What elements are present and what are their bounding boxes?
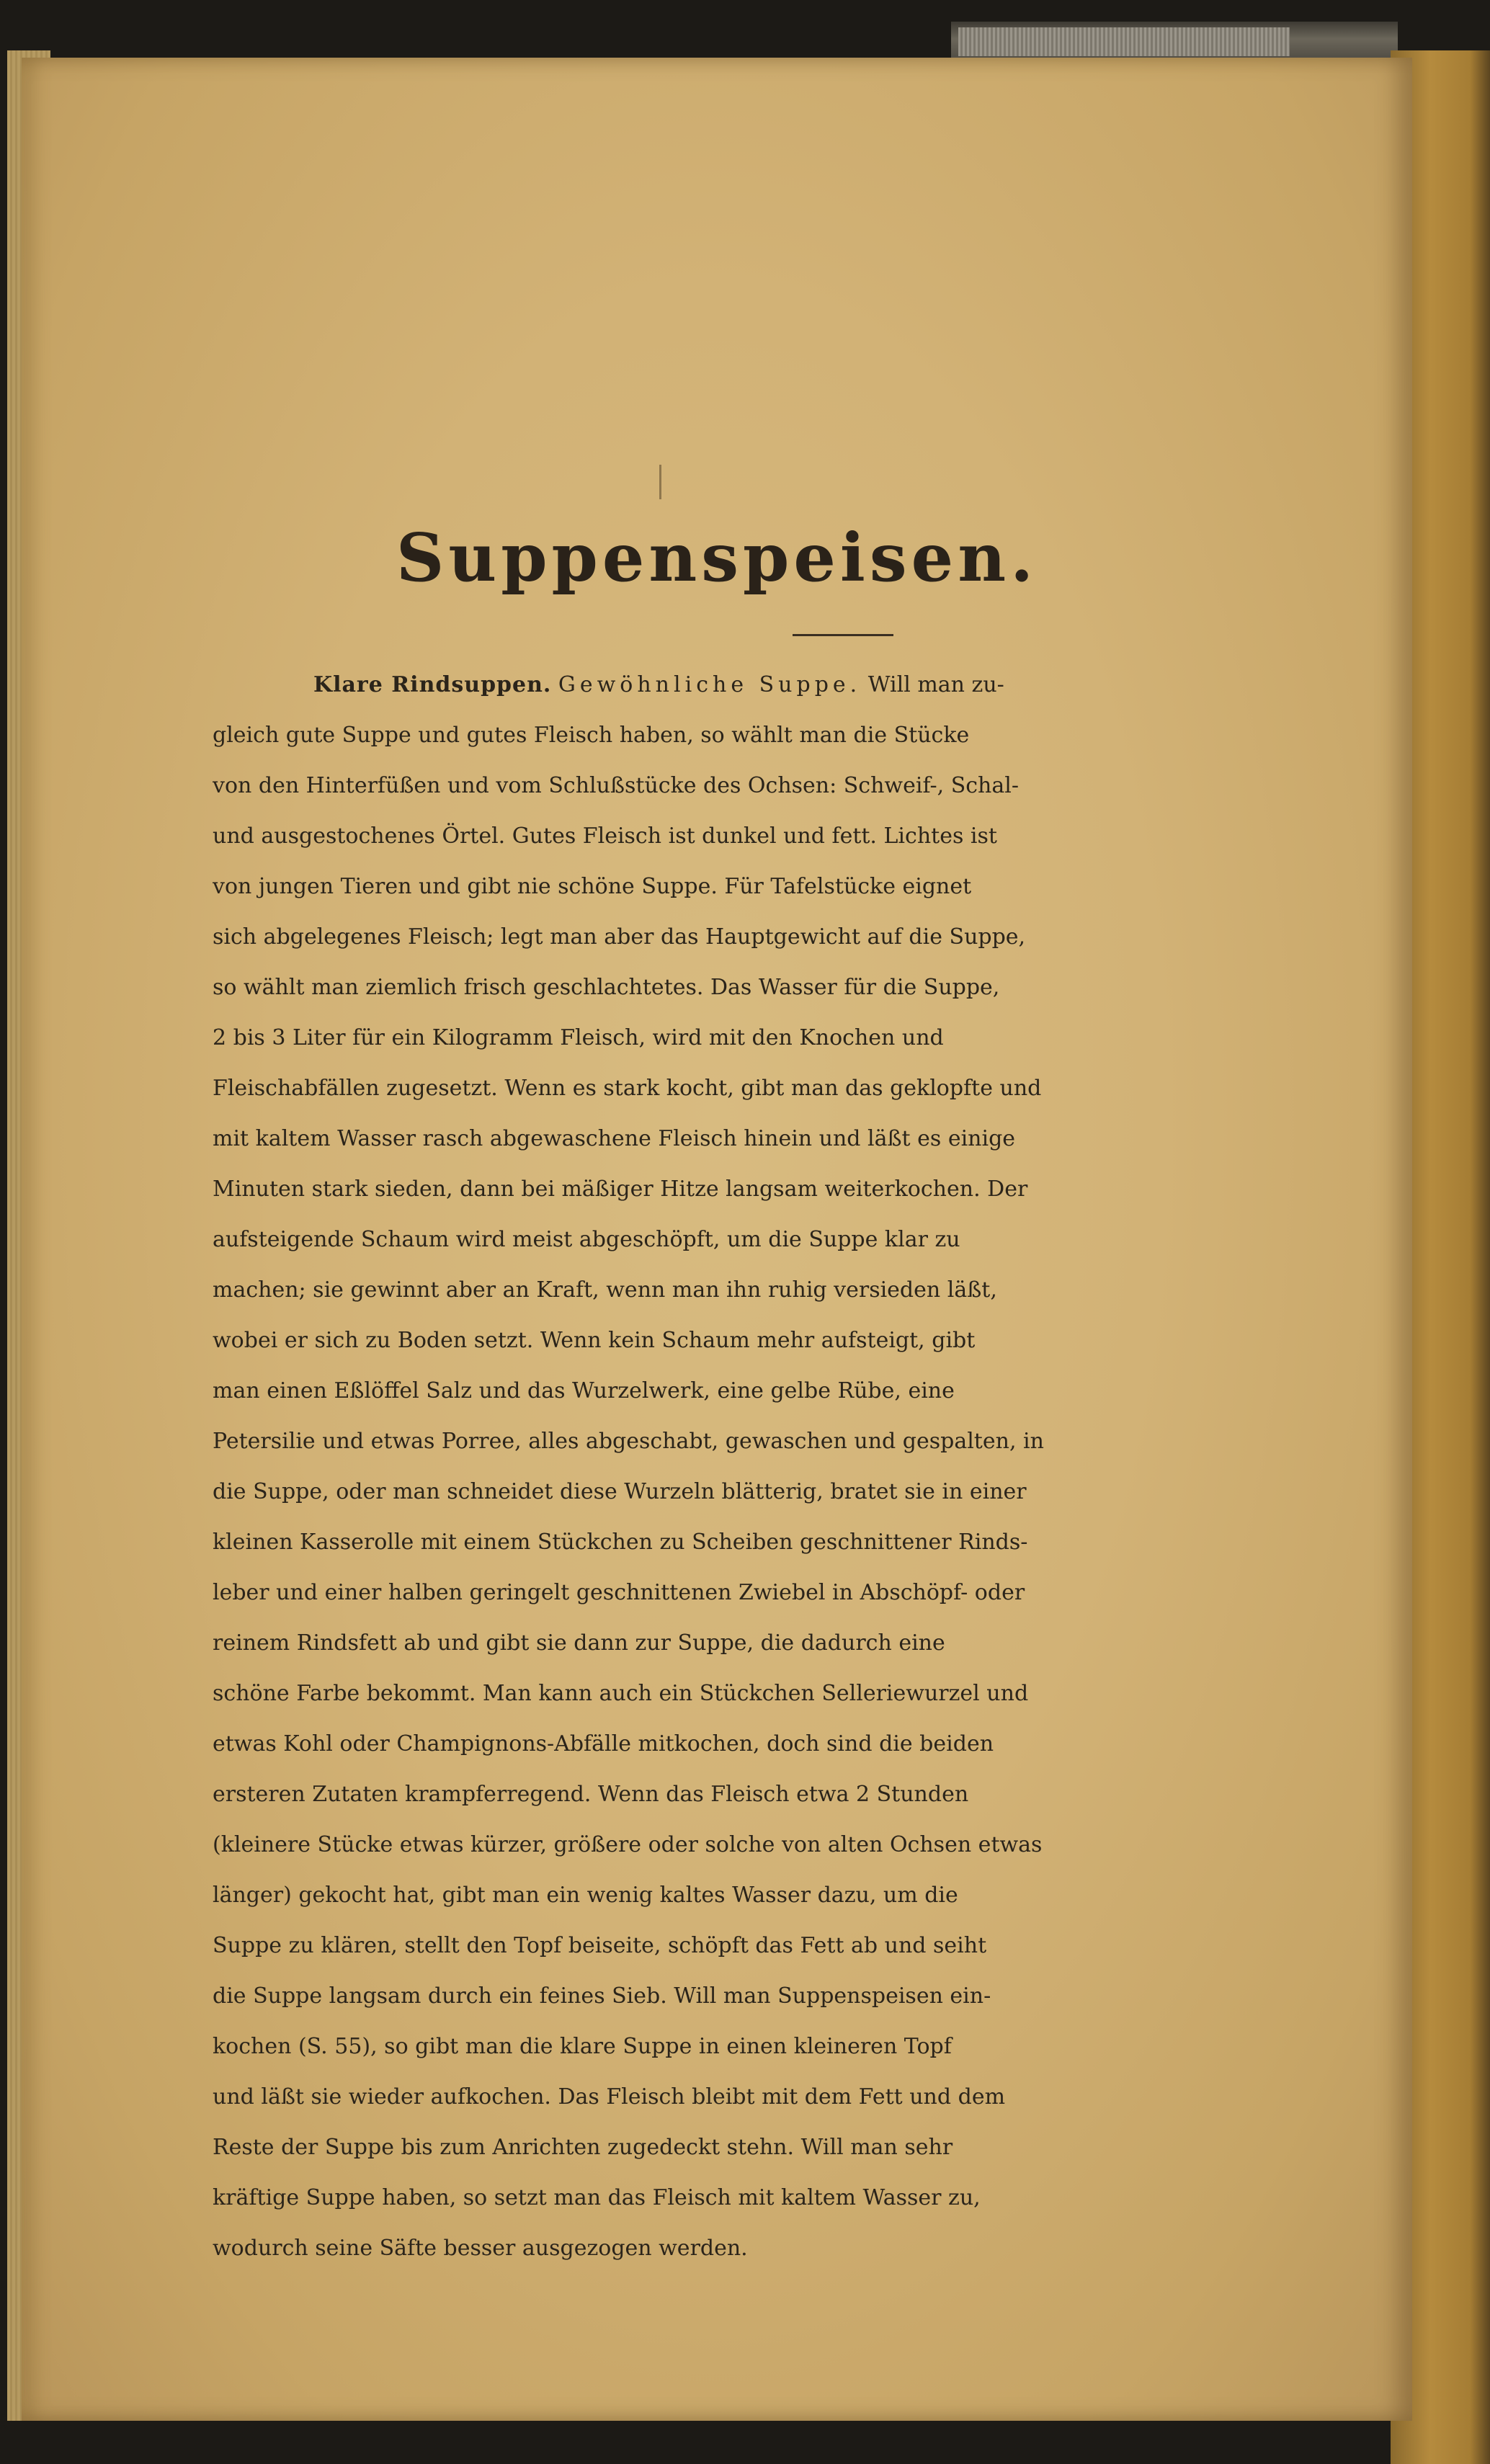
text-line: reinem Rindsfett ab und gibt sie dann zur Suppe, die dadurch eine bbox=[213, 1630, 945, 1656]
text-line: 2 bis 3 Liter für ein Kilogramm Fleisch, wird mit den Knochen und bbox=[213, 1025, 944, 1050]
text-line: Fleischabfällen zugesetzt. Wenn es stark kocht, gibt man das geklopfte und bbox=[213, 1076, 1042, 1101]
text-line: Reste der Suppe bis zum Anrichten zugedeckt stehn. Will man sehr bbox=[213, 2135, 953, 2160]
text-line: kräftige Suppe haben, so setzt man das Fleisch mit kaltem Wasser zu, bbox=[213, 2185, 981, 2210]
section-lead: Klare Rindsuppen. bbox=[313, 672, 552, 697]
text-line: kleinen Kasserolle mit einem Stückchen zu Scheiben geschnittener Rinds- bbox=[213, 1530, 1028, 1555]
page-title: Suppenspeisen. bbox=[396, 519, 1038, 597]
book-page bbox=[22, 58, 1412, 2421]
text-line: wodurch seine Säfte besser ausgezogen werden. bbox=[213, 2236, 748, 2261]
title-rule bbox=[793, 634, 893, 636]
text-line: schöne Farbe bekommt. Man kann auch ein Stückchen Selleriewurzel und bbox=[213, 1681, 1029, 1706]
text-line: gleich gute Suppe und gutes Fleisch haben, so wählt man die Stücke bbox=[213, 723, 970, 748]
text-line: so wählt man ziemlich frisch geschlachtetes. Das Wasser für die Suppe, bbox=[213, 975, 1000, 1000]
text-line: von den Hinterfüßen und vom Schlußstücke des Ochsen: Schweif-, Schal- bbox=[213, 773, 1019, 798]
text-line: aufsteigende Schaum wird meist abgeschöpft, um die Suppe klar zu bbox=[213, 1227, 960, 1252]
text-line: mit kaltem Wasser rasch abgewaschene Fleisch hinein und läßt es einige bbox=[213, 1126, 1016, 1151]
text-line: etwas Kohl oder Champignons-Abfälle mitkochen, doch sind die beiden bbox=[213, 1731, 994, 1757]
text-line: länger) gekocht hat, gibt man ein wenig kaltes Wasser dazu, um die bbox=[213, 1883, 958, 1908]
line-text: Will man zu- bbox=[861, 672, 1004, 697]
text-line: Minuten stark sieden, dann bei mäßiger Hitze langsam weiterkochen. Der bbox=[213, 1177, 1028, 1202]
text-line: man einen Eßlöffel Salz und das Wurzelwerk, eine gelbe Rübe, eine bbox=[213, 1378, 955, 1403]
text-line bbox=[313, 660, 1490, 710]
text-line: kochen (S. 55), so gibt man die klare Suppe in einen kleineren Topf bbox=[213, 2034, 952, 2059]
text-line: leber und einer halben geringelt geschnittenen Zwiebel in Abschöpf- oder bbox=[213, 1580, 1025, 1605]
section-subtitle: Gewöhnliche Suppe. bbox=[558, 672, 862, 697]
text-line: und läßt sie wieder aufkochen. Das Fleisch bleibt mit dem Fett und dem bbox=[213, 2084, 1006, 2110]
pencil-mark bbox=[659, 465, 661, 499]
text-line: die Suppe langsam durch ein feines Sieb. Will man Suppenspeisen ein- bbox=[213, 1983, 991, 2009]
text-line: Suppe zu klären, stellt den Topf beiseite, schöpft das Fett ab und seiht bbox=[213, 1933, 987, 1958]
text-line: von jungen Tieren und gibt nie schöne Suppe. Für Tafelstücke eignet bbox=[213, 874, 972, 899]
text-line: ersteren Zutaten krampferregend. Wenn das Fleisch etwa 2 Stunden bbox=[213, 1782, 969, 1807]
binding-cloth-strip bbox=[958, 27, 1290, 56]
text-line: Petersilie und etwas Porree, alles abgeschabt, gewaschen und gespalten, in bbox=[213, 1429, 1044, 1454]
text-line: die Suppe, oder man schneidet diese Wurzeln blätterig, bratet sie in einer bbox=[213, 1479, 1027, 1504]
text-line: wobei er sich zu Boden setzt. Wenn kein Schaum mehr aufsteigt, gibt bbox=[213, 1328, 976, 1353]
text-line: und ausgestochenes Örtel. Gutes Fleisch ist dunkel und fett. Lichtes ist bbox=[213, 823, 997, 849]
text-line: (kleinere Stücke etwas kürzer, größere oder solche von alten Ochsen etwas bbox=[213, 1832, 1043, 1857]
text-line: sich abgelegenes Fleisch; legt man aber das Hauptgewicht auf die Suppe, bbox=[213, 924, 1026, 950]
text-line: machen; sie gewinnt aber an Kraft, wenn man ihn ruhig versieden läßt, bbox=[213, 1277, 997, 1303]
